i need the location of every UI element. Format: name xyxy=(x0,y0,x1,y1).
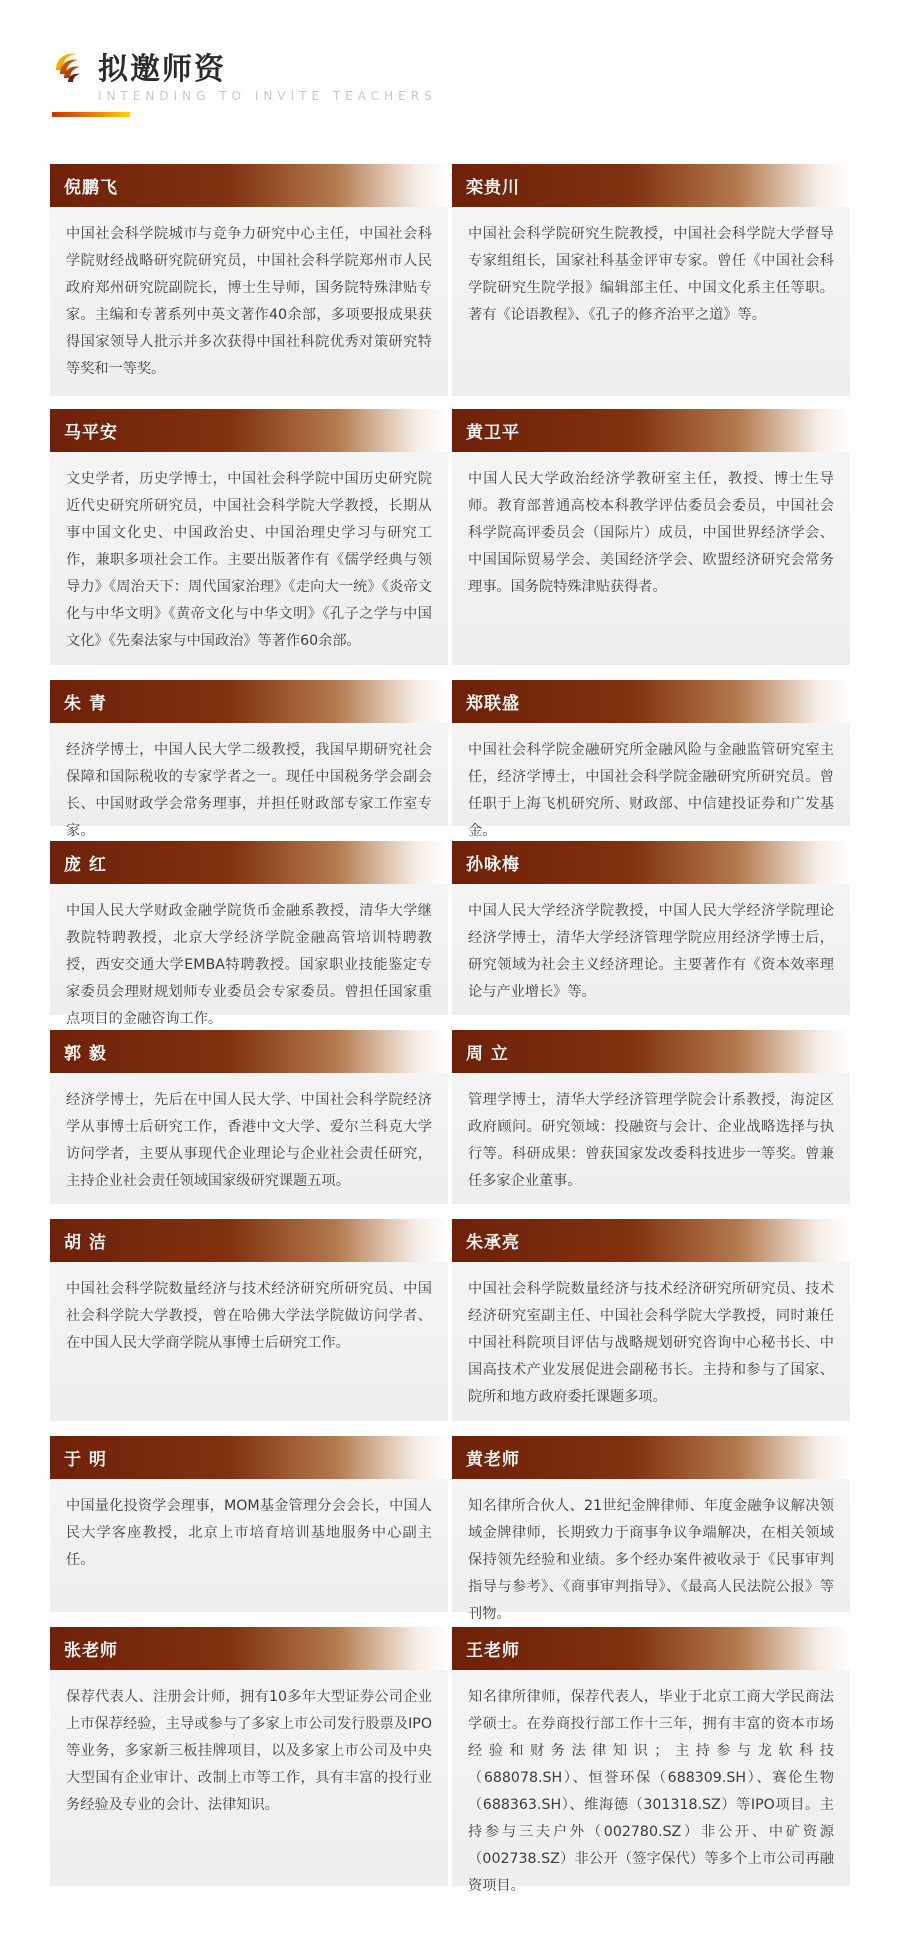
teacher-name: 庞 红 xyxy=(64,855,107,875)
teacher-name-bar xyxy=(50,1030,448,1073)
teacher-card xyxy=(50,680,448,839)
teacher-name-bar xyxy=(452,1627,850,1670)
teacher-description: 知名律所律师，保荐代表人，毕业于北京工商大学民商法学硕士。在券商投行部工作十三年，拥有丰富的资本市场经验和财务法律知识；主持参与龙软科技（688078.SH）、恒誉环保（688309.SH）、赛伦生物（688363.SH）、维海德（301318.SZ）等IPO项目。主持参与三夫户外（002780.SZ）非公开、中矿资源（002738.SZ）非公开（签字保代）等多个上市公司再融资项目。 xyxy=(468,1689,834,1894)
teacher-name: 朱 青 xyxy=(64,694,107,714)
teacher-name-bar xyxy=(452,1030,850,1073)
teacher-card xyxy=(452,409,850,665)
teacher-description: 经济学博士，中国人民大学二级教授，我国早期研究社会保障和国际税收的专家学者之一。现任中国税务学会副会长、中国财政学会常务理事，并担任财政部专家工作室专家。 xyxy=(66,742,432,839)
teacher-card xyxy=(50,409,448,665)
page-subtitle: INTENDING TO INVITE TEACHERS xyxy=(98,89,437,103)
teacher-description: 中国社会科学院数量经济与技术经济研究所研究员、中国社会科学院大学教授，曾在哈佛大学法学院做访问学者、在中国人民大学商学院从事博士后研究工作。 xyxy=(66,1281,432,1351)
teacher-name-bar xyxy=(50,1219,448,1262)
teacher-card xyxy=(452,164,850,396)
teacher-name-bar xyxy=(50,680,448,723)
teacher-card xyxy=(452,1627,850,1894)
teacher-name: 周 立 xyxy=(466,1044,509,1064)
teacher-description: 中国社会科学院研究生院教授，中国社会科学院大学督导专家组组长，国家社科基金评审专家。曾任《中国社会科学院研究生院学报》编辑部主任、中国文化系主任等职。著有《论语教程》、《孔子的修齐治平之道》等。 xyxy=(468,226,834,323)
teacher-description: 管理学博士，清华大学经济管理学院会计系教授，海淀区政府顾问。研究领域：投融资与会计、企业战略选择与执行等。科研成果：曾获国家发改委科技进步一等奖。曾兼任多家企业董事。 xyxy=(468,1092,834,1189)
title-underline xyxy=(52,112,130,117)
teacher-name-bar xyxy=(452,409,850,452)
teacher-description: 中国量化投资学会理事，MOM基金管理分会会长，中国人民大学客座教授，北京上市培育培训基地服务中心副主任。 xyxy=(66,1498,432,1568)
teacher-name: 胡 洁 xyxy=(64,1233,107,1253)
teacher-name-bar xyxy=(452,841,850,884)
teacher-name: 倪鹏飞 xyxy=(64,178,118,198)
teacher-card xyxy=(452,680,850,839)
teacher-description: 文史学者，历史学博士，中国社会科学院中国历史研究院近代史研究所研究员，中国社会科学院大学教授，长期从事中国文化史、中国政治史、中国治理史学习与研究工作，兼职多项社会工作。主要出版著作有《儒学经典与领导力》《周治天下：周代国家治理》《走向大一统》《炎帝文化与中华文明》《黄帝文化与中华文明》《孔子之学与中国文化》《先秦法家与中国政治》等著作60余部。 xyxy=(66,471,432,649)
teacher-description: 中国人民大学财政金融学院货币金融系教授，清华大学继教院特聘教授，北京大学经济学院金融高管培训特聘教授，西安交通大学EMBA特聘教授。国家职业技能鉴定专家委员会理财规划师专业委员会专家委员。曾担任国家重点项目的金融咨询工作。 xyxy=(66,903,432,1027)
teacher-card xyxy=(452,841,850,1015)
teacher-card xyxy=(452,1219,850,1421)
teacher-name-bar xyxy=(452,1436,850,1479)
logo-icon xyxy=(52,48,88,88)
teacher-description: 经济学博士，先后在中国人民大学、中国社会科学院经济学从事博士后研究工作，香港中文大学、爱尔兰科克大学访问学者，主要从事现代企业理论与企业社会责任研究，主持企业社会责任领域国家级研究课题五项。 xyxy=(66,1092,432,1189)
teacher-name: 朱承亮 xyxy=(466,1233,520,1253)
teacher-name: 王老师 xyxy=(466,1641,520,1661)
teacher-card xyxy=(50,841,448,1027)
teacher-card xyxy=(50,1627,448,1886)
teacher-description: 知名律所合伙人、21世纪金牌律师、年度金融争议解决领域金牌律师，长期致力于商事争议争端解决，在相关领域保持领先经验和业绩。多个经办案件被收录于《民事审判指导与参考》、《商事审判指导》、《最高人民法院公报》等刊物。 xyxy=(468,1498,834,1622)
teacher-name-bar xyxy=(50,409,448,452)
teacher-card xyxy=(452,1436,850,1622)
teacher-name-bar xyxy=(50,841,448,884)
teacher-description: 保荐代表人、注册会计师，拥有10多年大型证券公司企业上市保荐经验，主导或参与了多家上市公司发行股票及IPO等业务，多家新三板挂牌项目，以及多家上市公司及中央大型国有企业审计、改制上市等工作，具有丰富的投行业务经验及专业的会计、法律知识。 xyxy=(66,1689,432,1813)
teacher-description: 中国人民大学经济学院教授，中国人民大学经济学院理论经济学博士，清华大学经济管理学院应用经济学博士后，研究领域为社会主义经济理论。主要著作有《资本效率理论与产业增长》等。 xyxy=(468,903,834,1000)
page-header xyxy=(52,42,472,122)
teacher-name-bar xyxy=(50,164,448,207)
teacher-card xyxy=(50,1030,448,1204)
teacher-name: 栾贵川 xyxy=(466,178,520,198)
teacher-description: 中国人民大学政治经济学教研室主任，教授、博士生导师。教育部普通高校本科教学评估委员会委员，中国社会科学院高评委员会（国际片）成员，中国世界经济学会、中国国际贸易学会、美国经济学会、欧盟经济研究会常务理事。国务院特殊津贴获得者。 xyxy=(468,471,834,595)
teacher-card xyxy=(50,164,448,396)
teacher-name: 黄老师 xyxy=(466,1450,520,1470)
teacher-card xyxy=(50,1219,448,1421)
teacher-card xyxy=(50,1436,448,1612)
teacher-name-bar xyxy=(452,1219,850,1262)
teacher-description: 中国社会科学院数量经济与技术经济研究所研究员、技术经济研究室副主任、中国社会科学院大学教授，同时兼任中国社科院项目评估与战略规划研究咨询中心秘书长、中国高技术产业发展促进会副秘书长。主持和参与了国家、院所和地方政府委托课题多项。 xyxy=(468,1281,834,1405)
teacher-name: 郭 毅 xyxy=(64,1044,107,1064)
teacher-name-bar xyxy=(452,680,850,723)
teacher-name: 马平安 xyxy=(64,423,118,443)
teacher-name: 张老师 xyxy=(64,1641,118,1661)
teacher-description: 中国社会科学院金融研究所金融风险与金融监管研究室主任，经济学博士，中国社会科学院金融研究所研究员。曾任职于上海飞机研究所、财政部、中信建投证券和广发基金。 xyxy=(468,742,834,839)
teacher-name: 黄卫平 xyxy=(466,423,520,443)
teacher-name: 于 明 xyxy=(64,1450,107,1470)
teacher-name-bar xyxy=(50,1627,448,1670)
teacher-name: 孙咏梅 xyxy=(466,855,520,875)
teacher-name-bar xyxy=(50,1436,448,1479)
teacher-description: 中国社会科学院城市与竞争力研究中心主任，中国社会科学院财经战略研究院研究员，中国社会科学院郑州市人民政府郑州研究院副院长，博士生导师，国务院特殊津贴专家。主编和专著系列中英文著作40余部，多项要报成果获得国家领导人批示并多次获得中国社科院优秀对策研究特等奖和一等奖。 xyxy=(66,226,432,377)
teacher-name-bar xyxy=(452,164,850,207)
teacher-card xyxy=(452,1030,850,1204)
teacher-name: 郑联盛 xyxy=(466,694,520,714)
page-title: 拟邀师资 xyxy=(98,52,226,87)
